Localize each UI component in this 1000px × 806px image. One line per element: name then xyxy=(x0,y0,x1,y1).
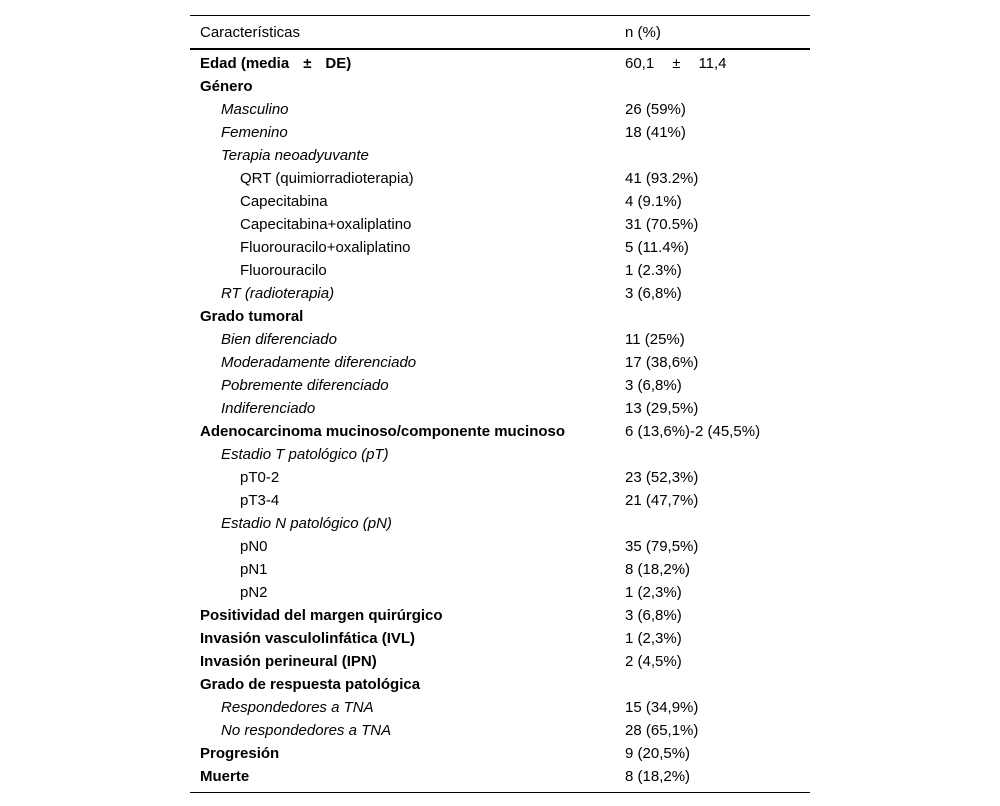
row-label: Pobremente diferenciado xyxy=(221,377,389,394)
header-characteristics: Características xyxy=(200,23,301,41)
table-row-fluorouracilo xyxy=(190,259,810,282)
row-value: 9 (20,5%) xyxy=(625,745,691,762)
row-label: Femenino xyxy=(221,124,288,141)
row-value: 18 (41%) xyxy=(625,124,686,141)
row-value: 17 (38,6%) xyxy=(625,354,699,371)
row-label: Bien diferenciado xyxy=(221,331,337,348)
row-label: Estadio T patológico (pT) xyxy=(221,446,389,463)
row-value: 11 (25%) xyxy=(625,331,685,348)
table-row-no-respondedores xyxy=(190,719,810,742)
table-row-ivl xyxy=(190,627,810,650)
row-label: pT3-4 xyxy=(240,492,280,509)
row-value: 15 (34,9%) xyxy=(625,699,699,716)
age-sd: 11,4 xyxy=(698,55,727,72)
table-row-adenocarcinoma-mucinoso xyxy=(190,420,810,443)
table-row-genero xyxy=(190,75,810,98)
row-label: Capecitabina xyxy=(240,193,328,210)
row-value: 8 (18,2%) xyxy=(625,561,691,578)
table-row-fluorouracilo-oxaliplatino xyxy=(190,236,810,259)
row-value: 13 (29,5%) xyxy=(625,400,699,417)
row-value: 6 (13,6%)-2 (45,5%) xyxy=(625,423,761,440)
row-label: pN0 xyxy=(240,538,268,555)
table-row-capecitabina xyxy=(190,190,810,213)
row-value: 21 (47,7%) xyxy=(625,492,699,509)
row-label: Invasión perineural (IPN) xyxy=(200,653,377,670)
row-value: 4 (9.1%) xyxy=(625,193,682,210)
row-value: 1 (2,3%) xyxy=(625,584,682,601)
row-value: 5 (11.4%) xyxy=(625,239,689,256)
row-value: 3 (6,8%) xyxy=(625,377,682,394)
row-label: Grado de respuesta patológica xyxy=(200,676,421,693)
row-value: 26 (59%) xyxy=(625,101,686,118)
row-value: 1 (2,3%) xyxy=(625,630,682,647)
table-row-masculino xyxy=(190,98,810,121)
row-label: Respondedores a TNA xyxy=(221,699,374,716)
row-label: Progresión xyxy=(200,745,280,762)
row-value: 28 (65,1%) xyxy=(625,722,699,739)
table-row-pt3-4 xyxy=(190,489,810,512)
table-row-moderadamente-diferenciado xyxy=(190,351,810,374)
row-label: No respondedores a TNA xyxy=(221,722,392,739)
row-value: 3 (6,8%) xyxy=(625,285,682,302)
table-row-estadio-n xyxy=(190,512,810,535)
row-label: Adenocarcinoma mucinoso/componente mucinoso xyxy=(200,423,566,440)
table-row-pn2 xyxy=(190,581,810,604)
table-bottom-rule xyxy=(190,792,810,793)
row-label: Terapia neoadyuvante xyxy=(221,147,369,164)
table-row-pn1 xyxy=(190,558,810,581)
table-row-age xyxy=(190,52,810,75)
row-value: 1 (2.3%) xyxy=(625,262,682,279)
row-label: Grado tumoral xyxy=(200,308,304,325)
row-value: 41 (93.2%) xyxy=(625,170,699,187)
table-row-capecitabina-oxaliplatino xyxy=(190,213,810,236)
age-label-prefix: Edad (media xyxy=(200,55,290,72)
age-label-pm: ± xyxy=(303,55,312,72)
row-label: Género xyxy=(200,78,253,95)
row-label: pN2 xyxy=(240,584,268,601)
table-row-indiferenciado xyxy=(190,397,810,420)
row-label: RT (radioterapia) xyxy=(221,285,335,302)
table-row-grado-tumoral xyxy=(190,305,810,328)
table-row-radioterapia xyxy=(190,282,810,305)
row-label: Invasión vasculolinfática (IVL) xyxy=(200,630,416,647)
age-value xyxy=(625,55,810,72)
table-row-progresion xyxy=(190,742,810,765)
row-label: Moderadamente diferenciado xyxy=(221,354,417,371)
row-label: Fluorouracilo+oxaliplatino xyxy=(240,239,411,256)
table-row-respuesta-patologica xyxy=(190,673,810,696)
table-row-respondedores xyxy=(190,696,810,719)
row-label: Masculino xyxy=(221,101,289,118)
row-value: 35 (79,5%) xyxy=(625,538,699,555)
table-row-qrt xyxy=(190,167,810,190)
row-label: Estadio N patológico (pN) xyxy=(221,515,392,532)
table-row-muerte xyxy=(190,765,810,788)
row-label: Fluorouracilo xyxy=(240,262,327,279)
age-label xyxy=(190,55,625,72)
table-row-femenino xyxy=(190,121,810,144)
table-row-pn0 xyxy=(190,535,810,558)
table-body xyxy=(190,50,810,788)
row-value: 2 (4,5%) xyxy=(625,653,682,670)
characteristics-table xyxy=(190,15,810,793)
row-label: Positividad del margen quirúrgico xyxy=(200,607,443,624)
table-row-terapia-neoadyuvante xyxy=(190,144,810,167)
table-row-pt0-2 xyxy=(190,466,810,489)
row-label: Capecitabina+oxaliplatino xyxy=(240,216,412,233)
row-value: 31 (70.5%) xyxy=(625,216,699,233)
table-row-ipn xyxy=(190,650,810,673)
table-row-bien-diferenciado xyxy=(190,328,810,351)
row-label: QRT (quimiorradioterapia) xyxy=(240,170,414,187)
table-row-pobremente-diferenciado xyxy=(190,374,810,397)
row-value: 8 (18,2%) xyxy=(625,768,691,785)
age-mean: 60,1 xyxy=(625,55,655,72)
row-label: Muerte xyxy=(200,768,250,785)
table-row-estadio-t xyxy=(190,443,810,466)
row-value: 23 (52,3%) xyxy=(625,469,699,486)
table-header-row xyxy=(190,16,810,48)
row-value: 3 (6,8%) xyxy=(625,607,682,624)
row-label: pT0-2 xyxy=(240,469,280,486)
table-row-margen-quirurgico xyxy=(190,604,810,627)
age-value-pm: ± xyxy=(672,55,681,72)
age-label-suffix: DE) xyxy=(325,55,352,72)
row-label: Indiferenciado xyxy=(221,400,316,417)
header-n-percent: n (%) xyxy=(625,23,661,41)
row-label: pN1 xyxy=(240,561,268,578)
